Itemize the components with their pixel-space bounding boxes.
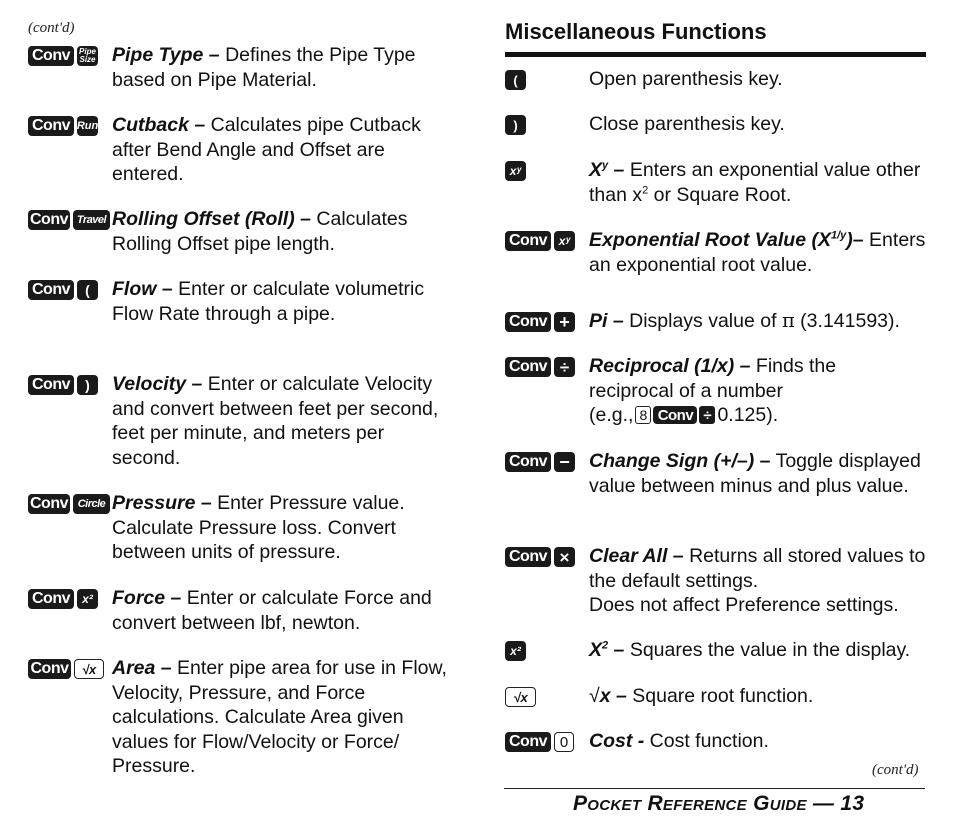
entry-area <box>28 656 448 779</box>
entry-force <box>28 586 448 635</box>
key-combo <box>28 277 112 300</box>
footer-rule <box>504 788 925 789</box>
entry-open-paren <box>505 67 926 92</box>
key-combo <box>28 491 112 514</box>
entry-rolling-offset <box>28 207 448 256</box>
entry-term: $X^y$ – <box>589 159 625 181</box>
entry-text <box>589 309 926 334</box>
close-paren-key: ) <box>505 115 526 135</box>
entry-description: Finds the reciprocal of a number <box>589 355 837 402</box>
key-combo <box>28 586 112 609</box>
conv-key: Conv <box>505 231 551 251</box>
entry-text <box>112 586 448 635</box>
entry-description: Defines the Pipe Type based on Pipe Material. <box>112 44 416 91</box>
entry-exponential-root <box>505 228 926 277</box>
entry-description: Enters an exponential root value. <box>589 229 926 276</box>
key-combo <box>28 372 112 395</box>
entry-text <box>589 228 926 277</box>
entry-term: Pressure – <box>112 492 212 514</box>
pipe-size-key: Pipe Size <box>77 46 98 66</box>
entry-term: Force – <box>112 587 182 609</box>
entry-velocity <box>28 372 448 470</box>
entry-text <box>112 277 448 326</box>
entry-term: Pi – <box>589 310 624 332</box>
key-combo <box>505 228 589 251</box>
key-combo <box>28 43 112 66</box>
entry-description: Enters an exponential value other than $x^2$ or Square Root. <box>589 159 921 206</box>
entry-description: Open parenthesis key. <box>589 68 783 90</box>
entry-term: Rolling Offset (Roll) – <box>112 208 311 230</box>
entry-text <box>589 729 926 754</box>
entry-reciprocal <box>505 354 926 428</box>
entry-text <box>589 638 926 663</box>
entry-description: Cost function. <box>649 730 769 752</box>
section-heading: Miscellaneous Functions <box>505 19 767 44</box>
entry-cost <box>505 729 926 754</box>
entry-text <box>589 354 926 428</box>
multiply-key: × <box>554 547 575 567</box>
entry-description: Enter Pressure value. Calculate Pressure loss. Convert between units of pressure. <box>112 492 405 563</box>
entry-description: Enter or calculate volumetric Flow Rate through a pipe. <box>112 278 425 325</box>
conv-key: Conv <box>30 211 68 228</box>
conv-key: Conv <box>28 280 74 300</box>
key-combo <box>505 158 589 181</box>
entry-description: Displays value of π (3.141593). <box>629 309 900 332</box>
key-combo <box>505 112 589 135</box>
continued-label: (cont'd) <box>28 20 75 36</box>
conv-key: Conv <box>505 547 551 567</box>
entry-term: Exponential Root Value $(X^{1/y})-$ <box>589 229 864 251</box>
conv-key: Conv <box>30 495 68 512</box>
entry-term: Area – <box>112 657 172 679</box>
circle-key: Circle <box>73 494 110 514</box>
entry-pipe-type <box>28 43 448 92</box>
example-line: (e.g., 8 Conv ÷ 0.125). <box>589 404 779 426</box>
key-combo <box>28 207 112 230</box>
x-squared-key: x² <box>505 641 526 661</box>
minus-key: − <box>554 452 575 472</box>
conv-key: Conv <box>28 375 74 395</box>
entry-cutback <box>28 113 448 187</box>
open-paren-key: ( <box>77 280 98 300</box>
entry-text <box>112 372 448 470</box>
plus-key: + <box>554 312 575 332</box>
entry-description: Calculates pipe Cutback after Bend Angle and Offset are entered. <box>112 114 421 185</box>
key-combo <box>505 67 589 90</box>
entry-term: √x – <box>589 685 627 707</box>
conv-key: Conv <box>28 116 74 136</box>
entry-text <box>589 684 926 709</box>
close-paren-key: ) <box>77 375 98 395</box>
entry-description: Enter or calculate Velocity and convert between feet per second, feet per minute, and meters per second. <box>112 373 439 469</box>
page-footer: Pocket Reference Guide — 13 <box>573 792 865 815</box>
conv-key: Conv <box>505 312 551 332</box>
entry-term: $X^2$ – <box>589 639 625 661</box>
entry-description: Square root function. <box>632 685 814 707</box>
eight-key: 8 <box>635 406 651 424</box>
key-combo <box>505 684 589 707</box>
travel-key: Travel <box>73 210 110 230</box>
entry-description: Calculates Rolling Offset pipe length. <box>112 208 408 255</box>
conv-key: Conv <box>28 46 74 66</box>
square-root-key: √x <box>74 659 104 679</box>
entry-term: Change Sign (+/–) – <box>589 450 771 472</box>
entry-clear-all <box>505 544 926 618</box>
key-combo <box>505 354 589 377</box>
conv-key: Conv <box>505 452 551 472</box>
x-squared-key: x² <box>77 589 98 609</box>
entry-term: Cutback – <box>112 114 206 136</box>
divide-key: ÷ <box>699 406 715 424</box>
entry-text <box>112 113 448 187</box>
entry-square-root <box>505 684 926 709</box>
entry-term: Flow – <box>112 278 173 300</box>
entry-description: Close parenthesis key. <box>589 113 785 135</box>
heading-rule <box>505 52 926 57</box>
entry-description: Squares the value in the display. <box>629 639 911 661</box>
x-power-y-key: xʸ <box>505 161 526 181</box>
entry-flow <box>28 277 448 326</box>
entry-text <box>589 544 926 618</box>
zero-key: 0 <box>554 732 574 752</box>
run-key: Run <box>77 116 98 136</box>
conv-key: Conv <box>505 357 551 377</box>
key-combo <box>28 656 112 679</box>
divide-key: ÷ <box>554 357 575 377</box>
conv-key: Conv <box>28 589 74 609</box>
entry-term: Clear All – <box>589 545 684 567</box>
entry-note: Does not affect Preference settings. <box>589 594 899 616</box>
entry-term: Cost - <box>589 730 645 752</box>
entry-text <box>112 656 448 779</box>
entry-change-sign <box>505 449 926 498</box>
entry-text <box>589 449 926 498</box>
key-combo <box>505 309 589 332</box>
entry-text <box>589 158 926 207</box>
entry-text <box>112 207 448 256</box>
entry-description: Enter pipe area for use in Flow, Velocity, Pressure, and Force calculations. Calculate Area given values for Flow/Velocity or Force/ Pressure. <box>112 657 447 777</box>
open-paren-key: ( <box>505 70 526 90</box>
entry-exponent <box>505 158 926 207</box>
conv-key: Conv <box>505 732 551 752</box>
entry-pi <box>505 309 926 334</box>
entry-text <box>112 491 448 565</box>
key-combo <box>28 113 112 136</box>
entry-term: Pipe Type – <box>112 44 220 66</box>
entry-pressure <box>28 491 448 565</box>
continued-label: (cont'd) <box>872 762 919 778</box>
entry-close-paren <box>505 112 926 137</box>
entry-text <box>112 43 448 92</box>
entry-description: Toggle displayed value between minus and plus value. <box>589 450 921 497</box>
conv-key: Conv <box>653 406 697 424</box>
key-combo <box>505 544 589 567</box>
conv-key: Conv <box>28 659 71 679</box>
entry-description: Enter or calculate Force and convert between lbf, newton. <box>112 587 432 634</box>
entry-square <box>505 638 926 663</box>
entry-description: Returns all stored values to the default settings. <box>589 545 926 592</box>
key-combo <box>505 638 589 661</box>
entry-term: Reciprocal (1/x) – <box>589 355 751 377</box>
key-combo <box>505 729 589 752</box>
entry-term: Velocity – <box>112 373 203 395</box>
x-power-y-key: xʸ <box>554 231 575 251</box>
key-combo <box>505 449 589 472</box>
square-root-key: √x <box>505 687 536 707</box>
